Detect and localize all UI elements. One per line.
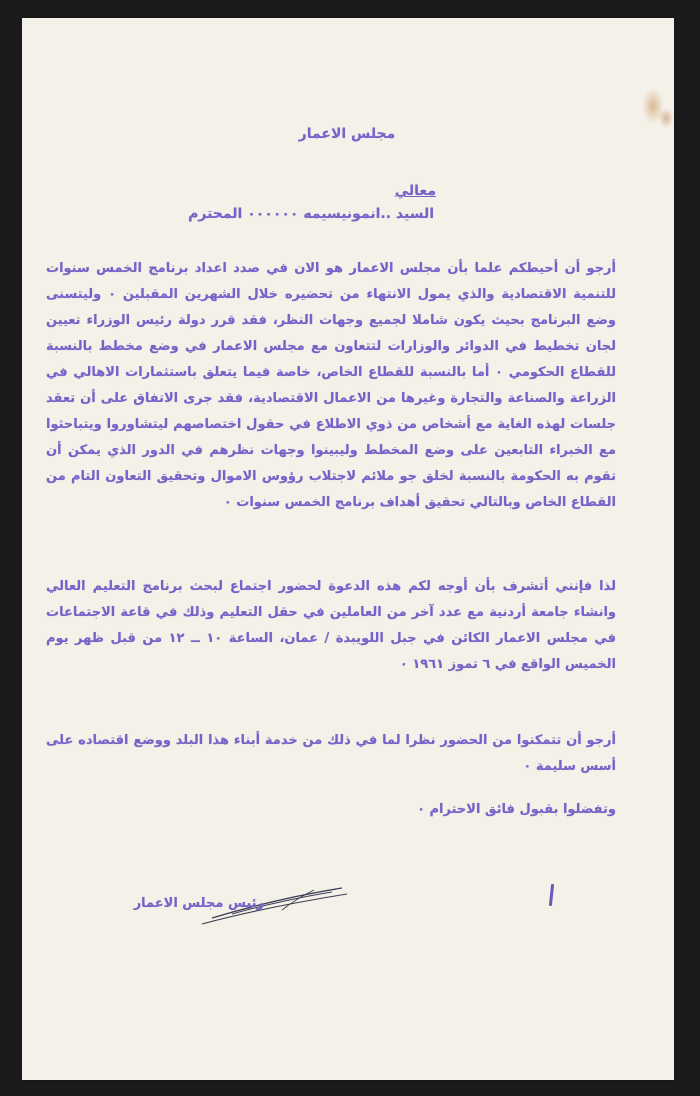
signature-title: رئيس مجلس الاعمار <box>133 896 264 911</box>
ink-mark <box>549 884 554 906</box>
letter-page <box>22 18 674 1080</box>
addressee-name: السيد ..انمونيسيمه ٠٠٠٠٠٠ المحترم <box>188 206 434 222</box>
addressee-honorific-text: معالي <box>394 183 436 199</box>
paper-stain <box>658 108 674 128</box>
addressee-honorific <box>395 183 436 199</box>
closing-line: وتفضلوا بقبول فائق الاحترام ٠ <box>417 802 616 817</box>
body-paragraph-2: لذا فإنني أتشرف بأن أوجه لكم هذه الدعوة لحضور اجتماع لبحث برنامج التعليم العالي وانشاء جامعة أردنية مع عدد آخر من العاملين في حقل التعليم وذلك في قاعة الاجتماعات في مجلس الاعمار الكائن في جبل اللويبدة / عمان، الساعة ١٠ ــ ١٢ من قبل ظهر يوم الخميس الواقع في ٦ تموز ١٩٦١ ٠ <box>46 579 616 672</box>
body-paragraph-1: أرجو أن أحيطكم علما بأن مجلس الاعمار هو الان في صدد اعداد برنامج الخمس سنوات للتنمية الاقتصادية والذي يمول الانتهاء من تحضيره خلال الشهرين المقبلين ٠ وليتسنى وضع البرنامج بحيث يكون شاملا لجميع وجهات النظر، فقد قرر دولة رئيس الوزراء تعيين لجان تخطيط في الدوائر والوزارات لتتعاون مع مجلس الاعمار في وضع مخطط بالنسبة للقطاع الحكومي ٠ أما بالنسبة للقطاع الخاص، خاصة فيما يتعلق باستثمارات الاهالي في الزراعة والصناعة والتجارة وغيرها من الاعمال الاقتصادية، فقد جرى الاتفاق على أن تعقد جلسات لهذه الغاية مع أشخاص من ذوي الاطلاع في حقول اختصاصهم ليتشاوروا ويتباحثوا مع الخبراء التابعين على وضع المخطط وليبينوا وجهات نظرهم في الدور الذي يمكن أن تقوم به الحكومة بالنسبة لخلق جو ملائم لاجتلاب رؤوس الاموال وتحقيق التعاون التام من القطاع الخاص وبالتالي تحقيق أهداف برنامج الخمس سنوات ٠ <box>46 261 617 510</box>
body-paragraph-3: أرجو أن تتمكنوا من الحضور نظرا لما في ذلك من خدمة أبناء هذا البلد ووضع اقتصاده على أسس سليمة ٠ <box>46 733 616 774</box>
letterhead-title: مجلس الاعمار <box>298 126 396 142</box>
